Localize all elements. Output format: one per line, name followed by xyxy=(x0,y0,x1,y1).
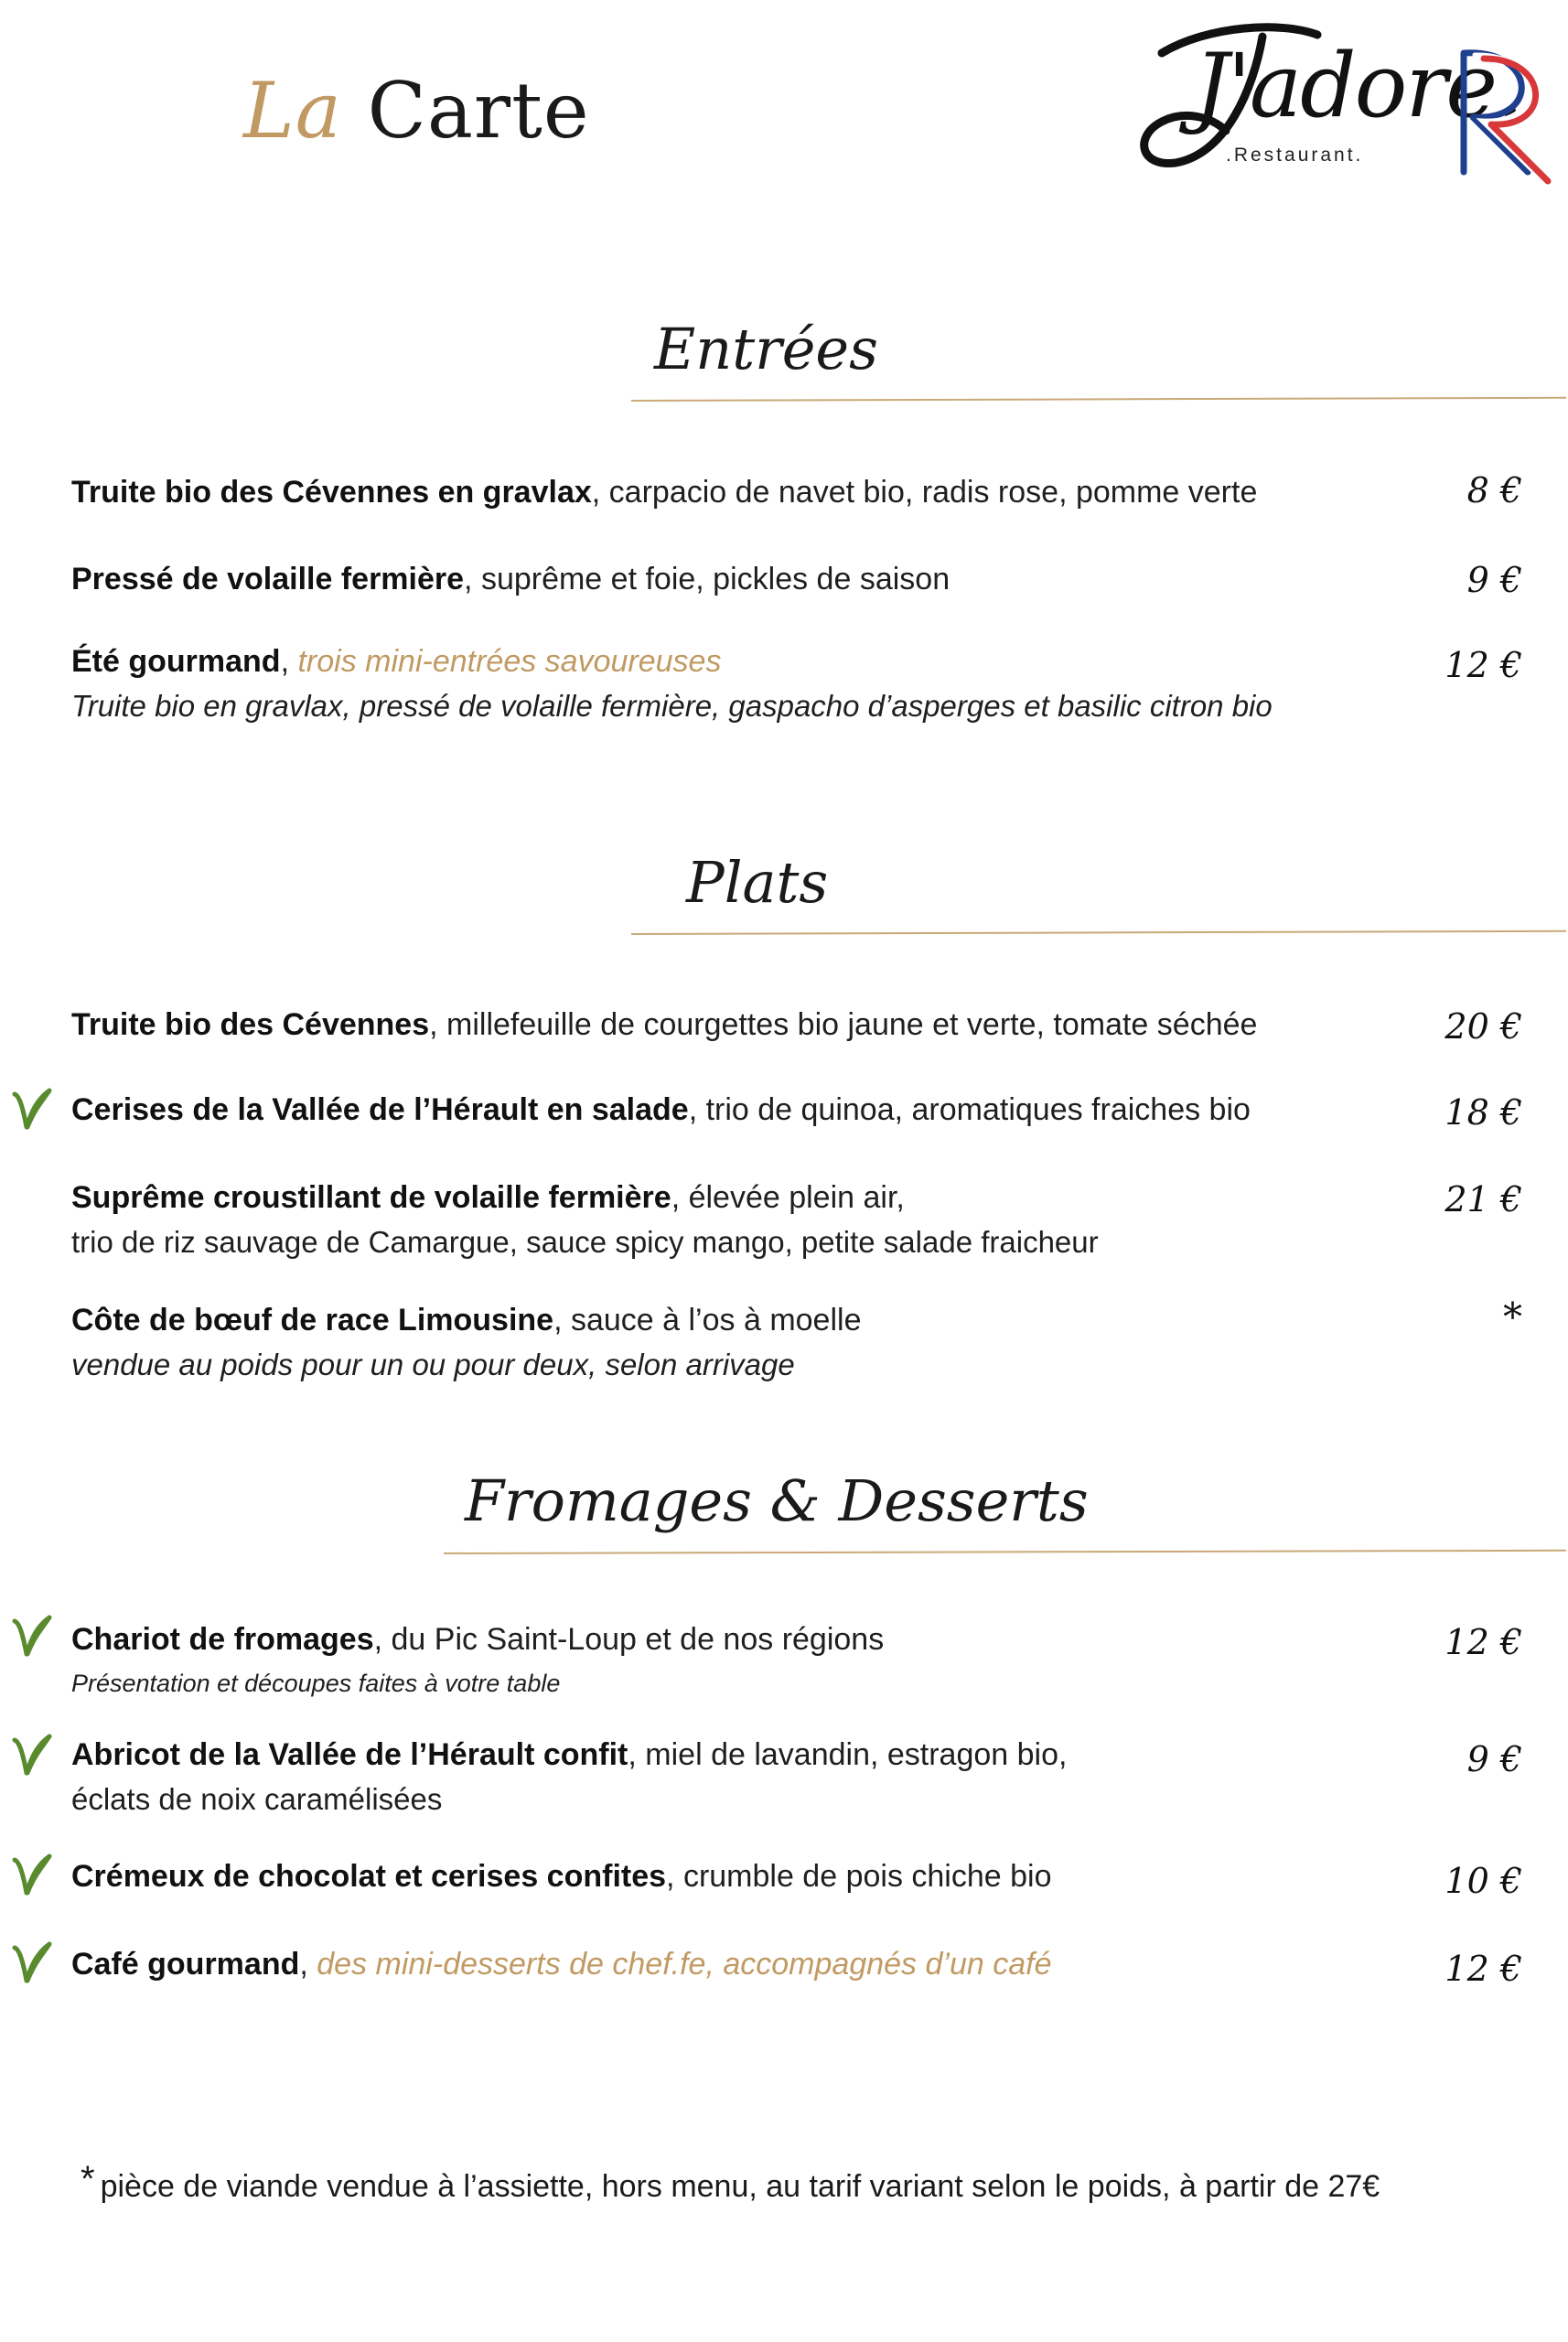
item-description: , élevée plein air, xyxy=(671,1180,905,1215)
item-description: , crumble de pois chiche bio xyxy=(666,1859,1052,1894)
menu-item-cremeux-chocolat xyxy=(71,1858,1052,1895)
restaurant-logo xyxy=(1125,16,1555,181)
item-price: 8 € xyxy=(1466,470,1522,510)
menu-item-cerises-salade xyxy=(71,1091,1251,1128)
menu-item-supreme-volaille xyxy=(71,1179,905,1216)
item-price-star: * xyxy=(1503,1295,1522,1339)
section-title-entrees: Entrées xyxy=(654,316,878,382)
logo-r-tricolor-icon xyxy=(1455,35,1555,190)
page-title-carte: Carte xyxy=(367,66,590,156)
footnote-text: pièce de viande vendue à l’assiette, hors menu, au tarif variant selon le poids, à partir de 27€ xyxy=(100,2169,1380,2204)
item-description: , du Pic Saint-Loup et de nos régions xyxy=(373,1622,885,1657)
item-price: 12 € xyxy=(1444,1949,1522,1989)
item-separator: , xyxy=(299,1947,317,1982)
menu-item-truite-cevennes xyxy=(71,1006,1257,1043)
item-detail: Truite bio en gravlax, pressé de volaille fermière, gaspacho d’asperges et basilic citron bio xyxy=(71,689,1273,723)
item-description: , miel de lavandin, estragon bio, xyxy=(628,1737,1068,1772)
item-name: Été gourmand xyxy=(71,644,281,679)
item-detail: trio de riz sauvage de Camargue, sauce spicy mango, petite salade fraicheur xyxy=(71,1225,1099,1259)
item-description: , carpacio de navet bio, radis rose, pomme verte xyxy=(591,475,1258,510)
item-name: Côte de bœuf de race Limousine xyxy=(71,1303,554,1338)
item-price: 12 € xyxy=(1444,1622,1522,1662)
menu-item-abricot-confit xyxy=(71,1736,1067,1773)
page-title-la: La xyxy=(243,66,342,156)
item-description: , millefeuille de courgettes bio jaune et verte, tomate séchée xyxy=(429,1007,1258,1042)
item-price: 9 € xyxy=(1466,560,1522,600)
vegetarian-leaf-icon xyxy=(11,1087,53,1131)
menu-item-truite-gravlax xyxy=(71,474,1257,510)
item-name: Crémeux de chocolat et cerises confites xyxy=(71,1859,667,1894)
section-title-plats: Plats xyxy=(686,849,829,916)
item-description-highlight: des mini-desserts de chef.fe, accompagnés d’un café xyxy=(317,1947,1052,1982)
item-detail: vendue au poids pour un ou pour deux, selon arrivage xyxy=(71,1348,795,1381)
logo-wordmark: J'adore. xyxy=(1194,35,1522,137)
item-description: , suprême et foie, pickles de saison xyxy=(464,562,950,596)
item-description-highlight: trois mini-entrées savoureuses xyxy=(297,644,722,679)
item-price: 20 € xyxy=(1444,1006,1522,1047)
item-detail: Présentation et découpes faites à votre table xyxy=(71,1670,561,1697)
footnote xyxy=(81,2159,1380,2205)
item-name: Suprême croustillant de volaille fermière xyxy=(71,1180,671,1215)
item-description: , trio de quinoa, aromatiques fraiches bio xyxy=(688,1092,1251,1127)
item-name: Truite bio des Cévennes xyxy=(71,1007,430,1042)
item-name: Truite bio des Cévennes en gravlax xyxy=(71,475,592,510)
item-price: 9 € xyxy=(1466,1739,1522,1779)
item-name: Pressé de volaille fermière xyxy=(71,562,465,596)
item-name: Chariot de fromages xyxy=(71,1622,374,1657)
item-name: Cerises de la Vallée de l’Hérault en salade xyxy=(71,1092,689,1127)
vegetarian-leaf-icon xyxy=(11,1733,53,1777)
item-detail: éclats de noix caramélisées xyxy=(71,1782,443,1816)
section-divider xyxy=(444,1550,1566,1554)
menu-item-cote-boeuf xyxy=(71,1302,861,1338)
item-name: Abricot de la Vallée de l’Hérault confit xyxy=(71,1737,628,1772)
menu-item-chariot-fromages xyxy=(71,1621,884,1658)
menu-item-presse-volaille xyxy=(71,561,950,597)
item-price: 21 € xyxy=(1444,1179,1522,1219)
page-title xyxy=(243,66,590,156)
vegetarian-leaf-icon xyxy=(11,1940,53,1984)
logo-subtitle: .Restaurant. xyxy=(1226,145,1364,166)
menu-item-ete-gourmand xyxy=(71,643,721,680)
item-price: 18 € xyxy=(1444,1092,1522,1133)
item-description: , sauce à l’os à moelle xyxy=(553,1303,862,1338)
item-name: Café gourmand xyxy=(71,1947,300,1982)
item-separator: , xyxy=(280,644,298,679)
vegetarian-leaf-icon xyxy=(11,1853,53,1896)
item-price: 10 € xyxy=(1444,1861,1522,1901)
menu-item-cafe-gourmand xyxy=(71,1946,1051,1982)
footnote-star: * xyxy=(81,2159,95,2199)
section-title-desserts: Fromages & Desserts xyxy=(465,1467,1089,1534)
section-divider xyxy=(631,930,1566,935)
item-price: 12 € xyxy=(1444,645,1522,685)
section-divider xyxy=(631,397,1566,402)
vegetarian-leaf-icon xyxy=(11,1614,53,1658)
